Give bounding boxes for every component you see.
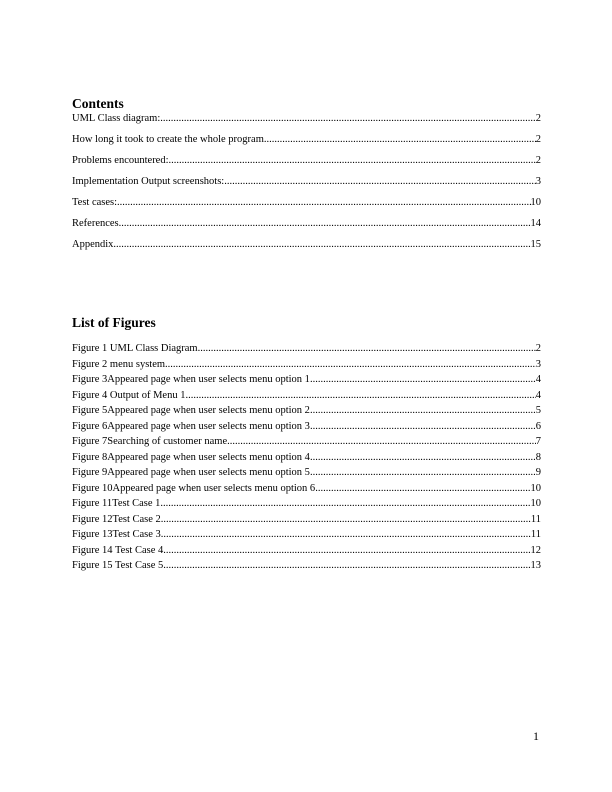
figure-entry-page: 4 — [535, 389, 541, 401]
list-of-figures-heading: List of Figures — [72, 315, 156, 330]
figure-entry[interactable] — [72, 404, 541, 420]
toc-entry[interactable] — [72, 238, 541, 259]
figure-entry[interactable] — [72, 342, 541, 358]
dot-leader — [315, 482, 530, 496]
dot-leader — [113, 238, 530, 252]
dot-leader — [161, 513, 531, 527]
figure-entry[interactable] — [72, 451, 541, 467]
figure-entry[interactable] — [72, 528, 541, 544]
toc-entry-label: Test cases: — [72, 197, 118, 208]
toc-entry[interactable] — [72, 154, 541, 175]
dot-leader — [310, 373, 536, 387]
figure-entry-label: Figure 13Test Case 3 — [72, 529, 161, 540]
figure-entry[interactable] — [72, 559, 541, 575]
toc-entry-page: 2 — [535, 134, 541, 145]
toc-entry-page: 15 — [530, 239, 541, 250]
page-number: 1 — [533, 729, 539, 743]
contents-list — [72, 112, 541, 259]
figure-entry[interactable] — [72, 420, 541, 436]
figure-entry-label: Figure 3Appeared page when user selects menu option 1 — [72, 374, 310, 385]
figure-entry-label: Figure 4 Output of Menu 1 — [72, 389, 186, 401]
figure-entry[interactable] — [72, 435, 541, 451]
dot-leader — [161, 528, 531, 542]
toc-entry-page: 2 — [535, 155, 541, 166]
figure-entry-label: Figure 10Appeared page when user selects menu option 6 — [72, 482, 316, 494]
toc-entry[interactable] — [72, 196, 541, 217]
figure-entry-page: 9 — [535, 467, 541, 478]
toc-entry-label: Appendix — [72, 239, 114, 250]
figure-entry[interactable] — [72, 544, 541, 560]
toc-entry-label: UML Class diagram: — [72, 113, 161, 124]
figure-entry-label: Figure 15 Test Case 5 — [72, 560, 164, 571]
toc-entry-page: 10 — [530, 197, 541, 208]
toc-entry-page: 3 — [535, 176, 541, 187]
figure-entry[interactable] — [72, 373, 541, 389]
figure-entry-page: 2 — [535, 343, 541, 354]
toc-entry[interactable] — [72, 133, 541, 154]
figures-list — [72, 342, 541, 575]
dot-leader — [117, 196, 530, 210]
figure-entry[interactable] — [72, 389, 541, 405]
dot-leader — [185, 389, 535, 403]
figure-entry-label: Figure 5Appeared page when user selects menu option 2 — [72, 405, 310, 416]
figure-entry[interactable] — [72, 513, 541, 529]
dot-leader — [163, 559, 530, 573]
figure-entry-page: 10 — [530, 482, 541, 494]
dot-leader — [310, 466, 536, 480]
dot-leader — [310, 404, 536, 418]
dot-leader — [227, 435, 536, 449]
dot-leader — [310, 420, 536, 434]
figure-entry-label: Figure 2 menu system — [72, 358, 166, 370]
figure-entry-label: Figure 7Searching of customer name — [72, 436, 228, 447]
dot-leader — [160, 112, 535, 126]
figure-entry-label: Figure 14 Test Case 4 — [72, 544, 164, 556]
dot-leader — [119, 217, 531, 231]
figure-entry-page: 10 — [530, 498, 541, 509]
figure-entry-label: Figure 8Appeared page when user selects menu option 4 — [72, 451, 310, 463]
toc-entry[interactable] — [72, 217, 541, 238]
figure-entry-label: Figure 1 UML Class Diagram — [72, 343, 198, 354]
figure-entry-page: 5 — [535, 405, 541, 416]
contents-heading: Contents — [72, 96, 124, 111]
dot-leader — [264, 133, 536, 147]
dot-leader — [198, 342, 536, 356]
figure-entry[interactable] — [72, 466, 541, 482]
dot-leader — [224, 175, 536, 189]
figure-entry-page: 12 — [530, 544, 541, 556]
toc-entry-label: How long it took to create the whole program — [72, 134, 264, 145]
figure-entry-page: 4 — [535, 374, 541, 385]
figure-entry-page: 7 — [535, 436, 541, 447]
figure-entry-page: 11 — [530, 529, 541, 540]
figure-entry-page: 6 — [535, 420, 541, 432]
figure-entry-page: 8 — [535, 451, 541, 463]
toc-entry[interactable] — [72, 175, 541, 196]
dot-leader — [310, 451, 536, 465]
toc-entry-label: Problems encountered: — [72, 155, 169, 166]
figure-entry-label: Figure 12Test Case 2 — [72, 513, 161, 525]
figure-entry-page: 13 — [530, 560, 541, 571]
figure-entry-label: Figure 9Appeared page when user selects menu option 5 — [72, 467, 310, 478]
toc-entry-label: Implementation Output screenshots: — [72, 176, 225, 187]
dot-leader — [165, 358, 536, 372]
toc-entry-page: 14 — [530, 218, 541, 229]
figure-entry-page: 3 — [535, 358, 541, 370]
toc-entry[interactable] — [72, 112, 541, 133]
figure-entry-page: 11 — [530, 513, 541, 525]
toc-entry-page: 2 — [535, 113, 541, 124]
dot-leader — [163, 544, 530, 558]
figure-entry[interactable] — [72, 482, 541, 498]
dot-leader — [160, 497, 530, 511]
figure-entry-label: Figure 11Test Case 1 — [72, 498, 161, 509]
toc-entry-label: References — [72, 218, 119, 229]
figure-entry-label: Figure 6Appeared page when user selects menu option 3 — [72, 420, 310, 432]
figure-entry[interactable] — [72, 358, 541, 374]
figure-entry[interactable] — [72, 497, 541, 513]
dot-leader — [169, 154, 536, 168]
